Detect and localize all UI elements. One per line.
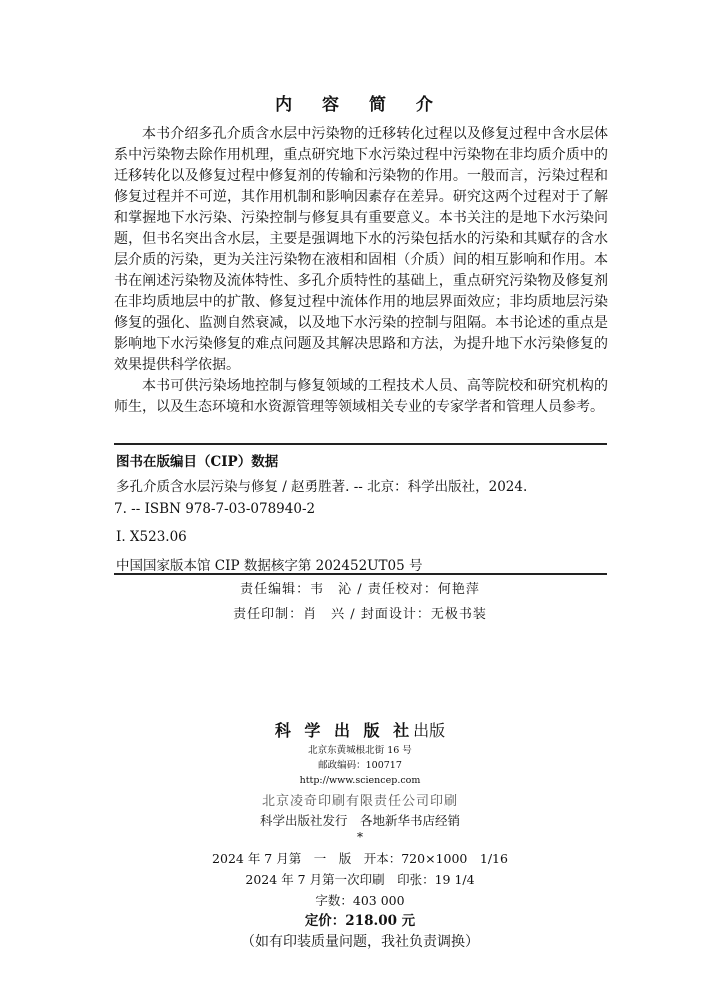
publisher-website: http://www.sciencep.com (299, 775, 421, 786)
edition-block (0, 848, 720, 953)
cip-heading: 图书在版编目（CIP）数据 (116, 454, 279, 470)
publisher-name-suffix: 出版 (413, 721, 446, 740)
credits-production: 责任印制：肖 兴 / 封面设计：无极书装 (233, 607, 487, 622)
cip-verification: 中国国家版本馆 CIP 数据核字第 202452UT05 号 (116, 558, 423, 574)
publisher-address: 北京东黄城根北街 16 号 (308, 745, 412, 756)
abstract-paragraph: 本书介绍多孔介质含水层中污染物的迁移转化过程以及修复过程中含水层体系中污染物去除作用机理，重点研究地下水污染过程中污染物在非均质介质中的迁移转化以及修复过程中修复剂的传输和污染物的作用。一般而言，污染过程和修复过程并不可逆，其作用机制和影响因素存在差异。研究这两个过程对于了解和掌握地下水污染、污染控制与修复具有重要意义。本书关注的是地下水污染问题，但书名突出含水层，主要是强调地下水的污染包括水的污染和其赋存的含水层介质的污染，更为关注污染物在液相和固相（介质）间的相互影响和作用。本书在阐述污染物及流体特性、多孔介质特性的基础上，重点研究污染物及修复剂在非均质地层中的扩散、修复过程中流体作用的地层界面效应；非均质地层污染修复的强化、监测自然衰减，以及地下水污染的控制与阻隔。本书论述的重点是影响地下水污染修复的难点问题及其解决思路和方法，为提升地下水污染修复的效果提供科学依据。 (114, 126, 608, 373)
printer-line: 北京凌奇印刷有限责任公司印刷 (261, 794, 458, 809)
cip-record-line: 多孔介质含水层污染与修复 / 赵勇胜著. -- 北京：科学出版社，2024. (116, 479, 528, 495)
cip-bottom-rule (114, 573, 607, 575)
abstract-paragraph: 本书可供污染场地控制与修复领域的工程技术人员、高等院校和研究机构的师生，以及生态环境和水资源管理等领域相关专业的专家学者和管理人员参考。 (114, 378, 608, 415)
abstract-section (114, 124, 608, 418)
word-count: 字数：403 000 (315, 893, 405, 908)
credits-block (0, 578, 720, 626)
separator-star: * (357, 830, 363, 844)
page-title: 内 容 简 介 (275, 95, 445, 115)
cip-block (114, 451, 607, 577)
printing-line: 2024 年 7 月第一次印刷 印张：19 1/4 (245, 872, 475, 887)
credits-editors: 责任编辑：韦 沁 / 责任校对：何艳萍 (240, 582, 480, 597)
price: 定价：218.00 元 (304, 913, 416, 929)
publisher-name-text: 科 学 出 版 社 (274, 721, 414, 740)
distribution-line: 科学出版社发行 各地新华书店经销 (259, 813, 460, 828)
cip-top-rule (114, 443, 607, 445)
publisher-block (0, 718, 720, 844)
publisher-name (0, 718, 720, 741)
publisher-postcode: 邮政编码：100717 (318, 760, 402, 771)
cip-classification: Ⅰ. X523.06 (116, 529, 187, 545)
edition-line: 2024 年 7 月第 一 版 开本：720×1000 1/16 (212, 851, 508, 866)
quality-notice: （如有印装质量问题，我社负责调换） (241, 934, 479, 950)
cip-record-line: 7. -- ISBN 978-7-03-078940-2 (114, 501, 316, 517)
